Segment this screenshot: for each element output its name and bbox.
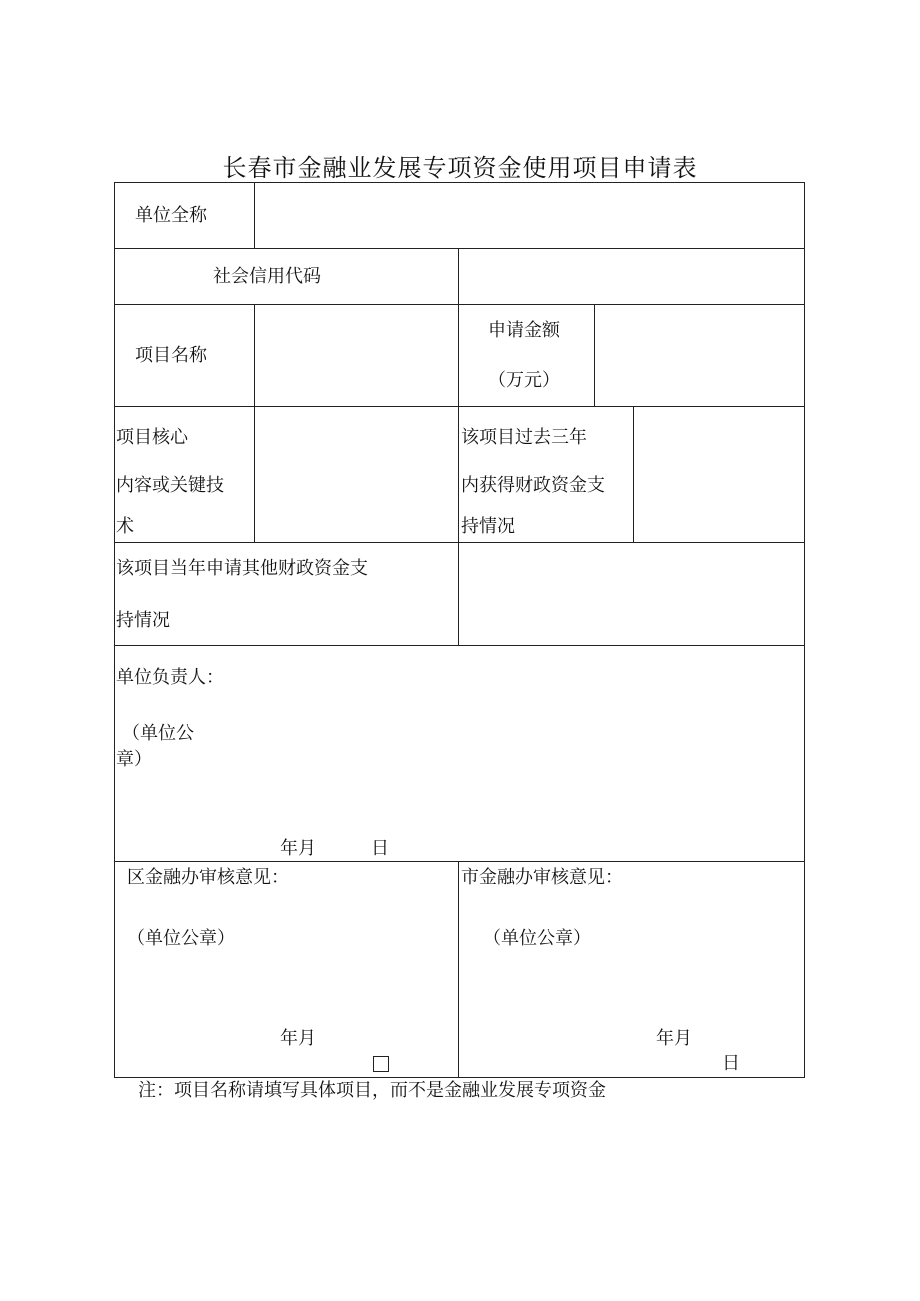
city-seal-label: （单位公章） (483, 928, 591, 949)
leader-date-year-month: 年月 (280, 838, 316, 859)
column-divider (633, 406, 634, 542)
city-date-year-month: 年月 (656, 1028, 692, 1049)
past-support-label-line1: 该项目过去三年 (461, 427, 587, 448)
column-divider (594, 304, 595, 406)
footnote: 注：项目名称请填写具体项目，而不是金融业发展专项资金 (138, 1080, 606, 1101)
table-border-top (114, 182, 804, 183)
district-date-year-month: 年月 (280, 1028, 316, 1049)
core-content-label-line3: 术 (116, 516, 134, 537)
past-support-label-line3: 持情况 (461, 516, 515, 537)
column-divider (458, 248, 459, 304)
row-divider (114, 248, 804, 249)
district-date-day-box (373, 1056, 389, 1072)
district-seal-label: （单位公章） (127, 928, 235, 949)
table-border-right (804, 182, 805, 1078)
page-title: 长春市金融业发展专项资金使用项目申请表 (222, 154, 698, 182)
city-date-day: 日 (722, 1053, 740, 1074)
unit-name-label: 单位全称 (135, 205, 207, 226)
leader-date-day: 日 (371, 838, 389, 859)
core-content-label-line2: 内容或关键技 (116, 475, 224, 496)
current-support-label-line2: 持情况 (116, 610, 170, 631)
unit-leader-label: 单位负责人： (116, 667, 224, 688)
project-name-label: 项目名称 (135, 345, 207, 366)
amount-unit-label: （万元） (488, 370, 560, 391)
past-support-label-line2: 内获得财政资金支 (461, 475, 605, 496)
row-divider (114, 645, 804, 646)
column-divider (254, 406, 255, 542)
column-divider (458, 861, 459, 1077)
district-opinion-label: 区金融办审核意见： (127, 867, 289, 888)
column-divider (458, 406, 459, 542)
row-divider (114, 861, 804, 862)
row-divider (114, 406, 804, 407)
table-border-bottom (114, 1077, 804, 1078)
city-opinion-label: 市金融办审核意见： (461, 867, 623, 888)
row-divider (114, 304, 804, 305)
table-border-left (114, 182, 115, 1078)
current-support-label-line1: 该项目当年申请其他财政资金支 (116, 558, 368, 579)
amount-label: 申请金额 (488, 320, 560, 341)
column-divider (458, 542, 459, 645)
column-divider (254, 304, 255, 406)
unit-seal-label-line1: （单位公 (122, 723, 194, 744)
unit-seal-label-line2: 章） (116, 749, 152, 770)
column-divider (458, 304, 459, 406)
credit-code-label: 社会信用代码 (213, 266, 321, 287)
core-content-label-line1: 项目核心 (116, 427, 188, 448)
column-divider (254, 182, 255, 248)
row-divider (114, 542, 804, 543)
